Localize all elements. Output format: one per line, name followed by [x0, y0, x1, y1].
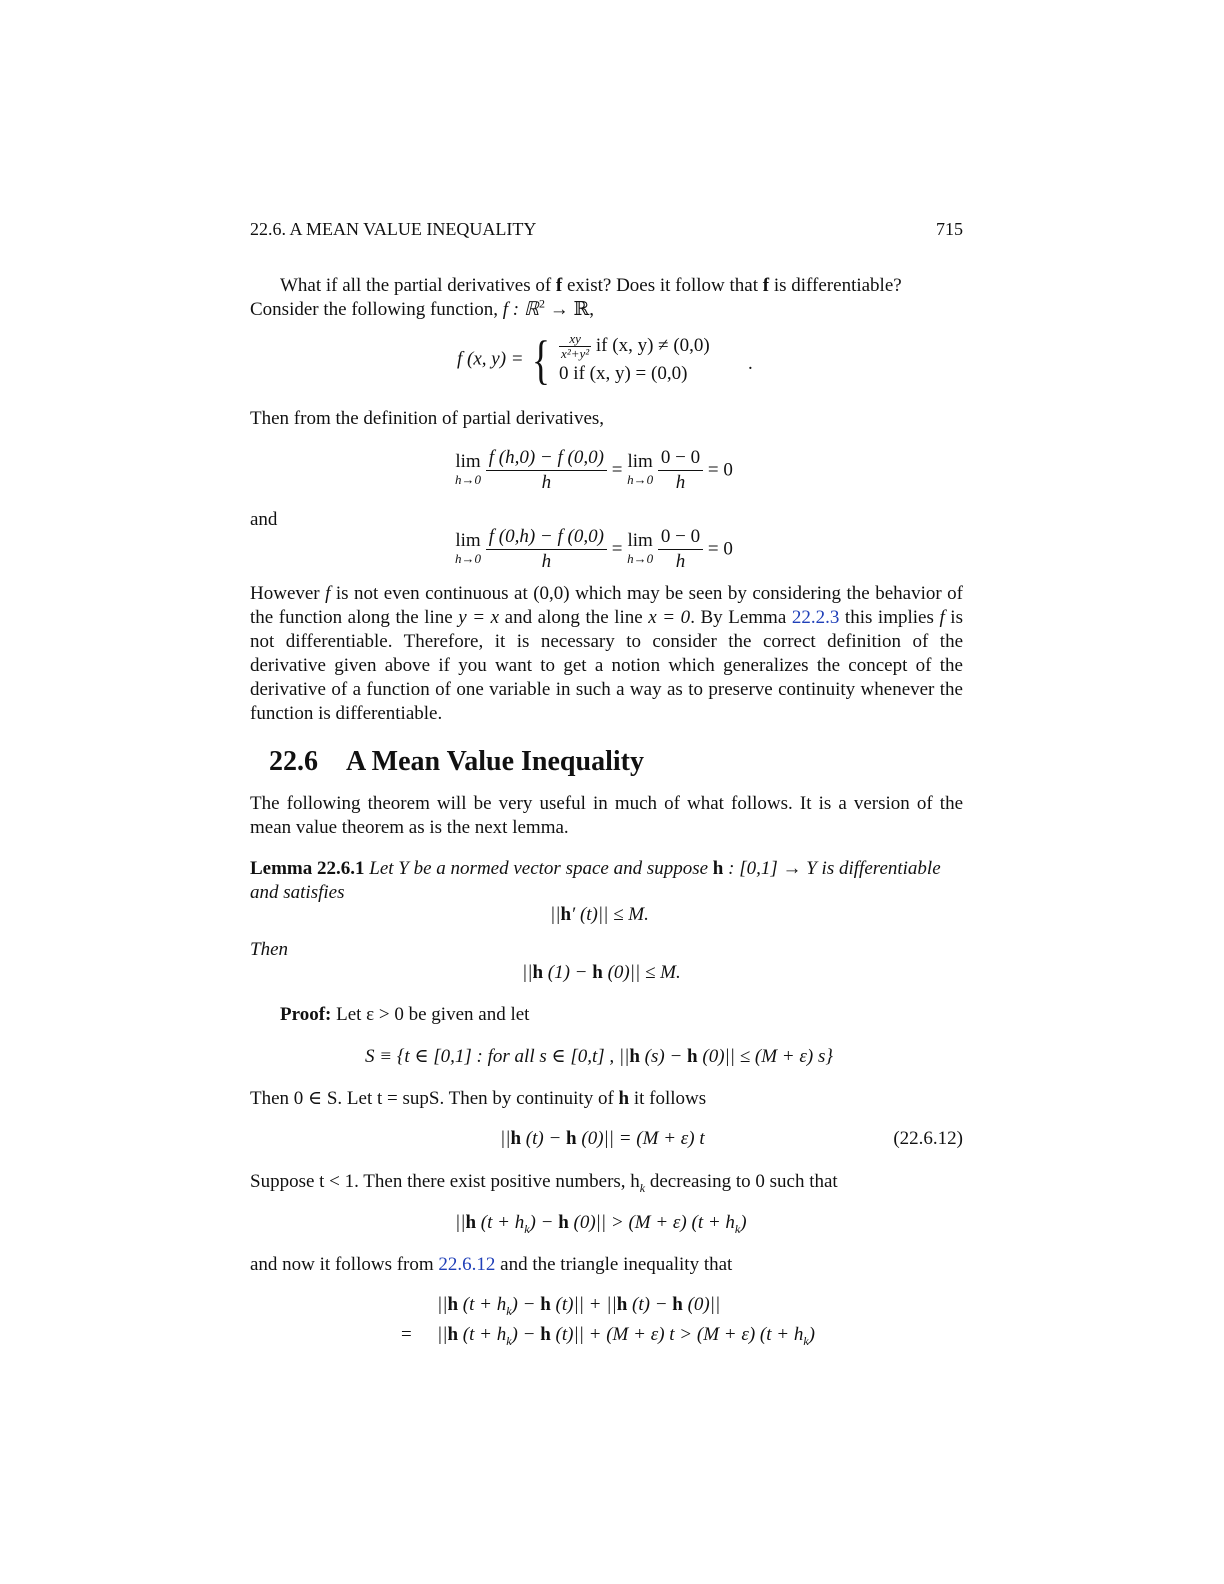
bold-h: h: [629, 1046, 640, 1067]
bold-h: h: [560, 904, 572, 925]
intro-theorem-paragraph: The following theorem will be very useful in much of what follows. It is a version of the mean value theorem as is the next lemma.: [250, 793, 963, 838]
inequality: [455, 1212, 747, 1234]
lim-subscript: h→0: [455, 471, 481, 487]
lim: lim: [627, 529, 653, 551]
equation-22-6-12: [500, 1128, 705, 1150]
text: Let ε > 0 be given and let: [331, 1004, 530, 1025]
math: y = x: [458, 607, 500, 628]
text: is differentiable?: [769, 275, 902, 296]
numerator: f (0,h) − f (0,0): [486, 525, 607, 550]
fraction: [658, 525, 703, 574]
set-definition: [365, 1045, 833, 1068]
norm: ||: [550, 904, 561, 925]
subscript: k: [639, 1180, 646, 1195]
lemma-equation-2: [522, 962, 681, 984]
bold-h: h: [447, 1324, 459, 1345]
continuity-paragraph: [250, 582, 963, 726]
text: Consider the following function,: [250, 299, 503, 320]
lemma-equation-1: [550, 904, 649, 926]
denominator: h: [675, 472, 686, 493]
lim-subscript: h→0: [455, 550, 481, 566]
math: f: [939, 607, 945, 628]
text: exist? Does it follow that: [562, 275, 763, 296]
bold-h: h: [532, 962, 544, 983]
text: decreasing to 0 such that: [645, 1171, 838, 1192]
left-brace: {: [532, 329, 551, 390]
denominator: h: [541, 472, 552, 493]
subscript: k: [506, 1303, 512, 1318]
and-text: and: [250, 509, 278, 530]
triangle-line-1: [437, 1294, 720, 1316]
norm: ||: [437, 1324, 448, 1345]
limit-equation-2: [455, 525, 733, 574]
equation-number: (22.6.12): [893, 1128, 963, 1149]
text: is not differentiable. Therefore, it is necessary to consider the correct definition of the derivative given above if you want to get a notion which generalizes the concept of the derivative of a function of one variable in such a way as to preserve continuity whenever the function is differentiable.: [250, 607, 963, 724]
expr: ): [740, 1212, 747, 1233]
text: Let Y be a normed vector space and suppose: [364, 858, 713, 879]
expr: (t + h: [458, 1324, 507, 1345]
norm: ||: [522, 962, 533, 983]
lim-operator: [455, 529, 481, 568]
expr: (1) −: [543, 962, 593, 983]
expr: ′ (t)|| ≤ M.: [571, 904, 649, 925]
rhs: = 0: [707, 459, 733, 481]
text: this implies: [839, 607, 940, 628]
text: and the triangle inequality that: [495, 1254, 733, 1275]
numerator: 0 − 0: [658, 525, 703, 550]
superscript: 2: [538, 296, 545, 311]
lemma-reference-link[interactable]: 22.2.3: [791, 607, 840, 628]
text: : [0,1] → Y is differentiable: [723, 858, 941, 879]
expr: (t + h: [476, 1212, 525, 1233]
case-1: [559, 332, 710, 361]
bold-h: h: [687, 1046, 698, 1067]
equals: =: [611, 538, 623, 560]
numerator: xy: [559, 332, 591, 347]
bold-h: h: [510, 1128, 522, 1149]
denominator: h: [675, 551, 686, 572]
triangle-line-2: [437, 1324, 815, 1346]
text: and along the line: [499, 607, 649, 628]
running-header: [250, 219, 536, 240]
lemma-label: Lemma 22.6.1: [250, 858, 365, 879]
norm: ||: [500, 1128, 511, 1149]
fraction: [486, 525, 607, 574]
lim: lim: [627, 450, 653, 472]
numerator: f (h,0) − f (0,0): [486, 446, 607, 471]
lim-operator: [627, 529, 654, 568]
expr: (t)|| + ||: [550, 1294, 617, 1315]
section-number: 22.6: [269, 746, 318, 777]
fraction: [658, 446, 703, 495]
expr: (0)||: [682, 1294, 721, 1315]
expr: (t) −: [521, 1128, 567, 1149]
equals: =: [611, 459, 623, 481]
expr: (t) −: [627, 1294, 673, 1315]
text: What if all the partial derivatives of: [280, 275, 556, 296]
text: Suppose t < 1. Then there exist positive numbers, h: [250, 1171, 640, 1192]
expr: ) −: [511, 1324, 541, 1345]
denominator: h: [541, 551, 552, 572]
section-title: A Mean Value Inequality: [346, 746, 644, 777]
bold-h: h: [447, 1294, 459, 1315]
lemma-statement: [250, 857, 963, 881]
limit-equation-1: [455, 446, 733, 495]
fraction: [486, 446, 607, 495]
bold-h: h: [592, 962, 603, 983]
lim: lim: [455, 529, 481, 551]
text: it follows: [629, 1088, 707, 1109]
lim: lim: [455, 450, 481, 472]
bold-h: h: [465, 1212, 477, 1233]
cases: [559, 332, 710, 387]
lhs: f (x, y) =: [457, 348, 524, 370]
expr: (t + h: [458, 1294, 507, 1315]
period: .: [748, 353, 753, 374]
norm: ||: [455, 1212, 466, 1233]
section-heading: [269, 746, 644, 778]
bold-h: h: [540, 1324, 551, 1345]
numerator: 0 − 0: [658, 446, 703, 471]
text: . By Lemma: [690, 607, 792, 628]
equals-sign: =: [401, 1324, 412, 1345]
text: → ℝ,: [544, 299, 594, 320]
then-sup-paragraph: [250, 1087, 963, 1111]
subscript: k: [803, 1333, 809, 1348]
bold-h: h: [672, 1294, 683, 1315]
and-now-paragraph: [250, 1253, 963, 1277]
equation-reference-link[interactable]: 22.6.12: [438, 1254, 496, 1275]
fraction: [559, 332, 591, 361]
proof-label: Proof:: [280, 1004, 332, 1025]
denominator: x²+y²: [561, 346, 590, 361]
lim-subscript: h→0: [627, 550, 654, 566]
header-section: 22.6. A MEAN VALUE INEQUALITY: [250, 219, 537, 239]
intro-paragraph: [250, 274, 963, 298]
expr: (t)|| + (M + ε) t > (M + ε) (t + h: [550, 1324, 804, 1345]
expr: ) −: [511, 1294, 541, 1315]
bold-h: h: [618, 1088, 630, 1109]
suppose-paragraph: [250, 1170, 963, 1194]
lemma-statement-line2: and satisfies: [250, 882, 345, 903]
expr: ) −: [529, 1212, 559, 1233]
norm: ||: [437, 1294, 448, 1315]
bold-f: f: [555, 275, 563, 296]
lemma-then: Then: [250, 939, 288, 960]
bold-h: h: [616, 1294, 628, 1315]
bold-h: h: [540, 1294, 551, 1315]
math: f: [325, 583, 331, 604]
text: and now it follows from: [250, 1254, 439, 1275]
expr: (0)|| > (M + ε) (t + h: [568, 1212, 735, 1233]
expr: (0)|| = (M + ε) t: [576, 1128, 705, 1149]
expr: S ≡ {t ∈ [0,1] : for all s ∈ [0,t] , ||: [365, 1046, 630, 1067]
text: Then 0 ∈ S. Let t = supS. Then by continuity of: [250, 1088, 619, 1109]
expr: (0)|| ≤ M.: [602, 962, 681, 983]
lim-operator: [627, 450, 654, 489]
rhs: = 0: [707, 538, 733, 560]
subscript: k: [506, 1333, 512, 1348]
condition: if (x, y) ≠ (0,0): [591, 334, 710, 356]
piecewise-equation: [457, 329, 710, 392]
expr: (s) −: [639, 1046, 688, 1067]
subscript: k: [524, 1221, 530, 1236]
lim-subscript: h→0: [627, 471, 654, 487]
intro-paragraph-line2: [250, 298, 963, 322]
expr: (0)|| ≤ (M + ε) s}: [697, 1046, 833, 1067]
bold-f: f: [762, 275, 770, 296]
case-2: 0 if (x, y) = (0,0): [559, 363, 688, 384]
bold-h: h: [566, 1128, 577, 1149]
page-number: 715: [936, 219, 963, 239]
lim-operator: [455, 450, 481, 489]
math: x = 0: [648, 607, 691, 628]
then-paragraph: Then from the definition of partial derivatives,: [250, 408, 605, 429]
subscript: k: [734, 1221, 741, 1236]
bold-h: h: [558, 1212, 569, 1233]
math: f : ℝ: [502, 299, 539, 320]
expr: ): [808, 1324, 815, 1345]
text: is not even continuous at (0,0) which may be seen by considering the behavior of the function along the line: [250, 583, 963, 628]
text: However: [250, 583, 326, 604]
bold-h: h: [712, 858, 724, 879]
proof-start: [280, 1004, 529, 1026]
